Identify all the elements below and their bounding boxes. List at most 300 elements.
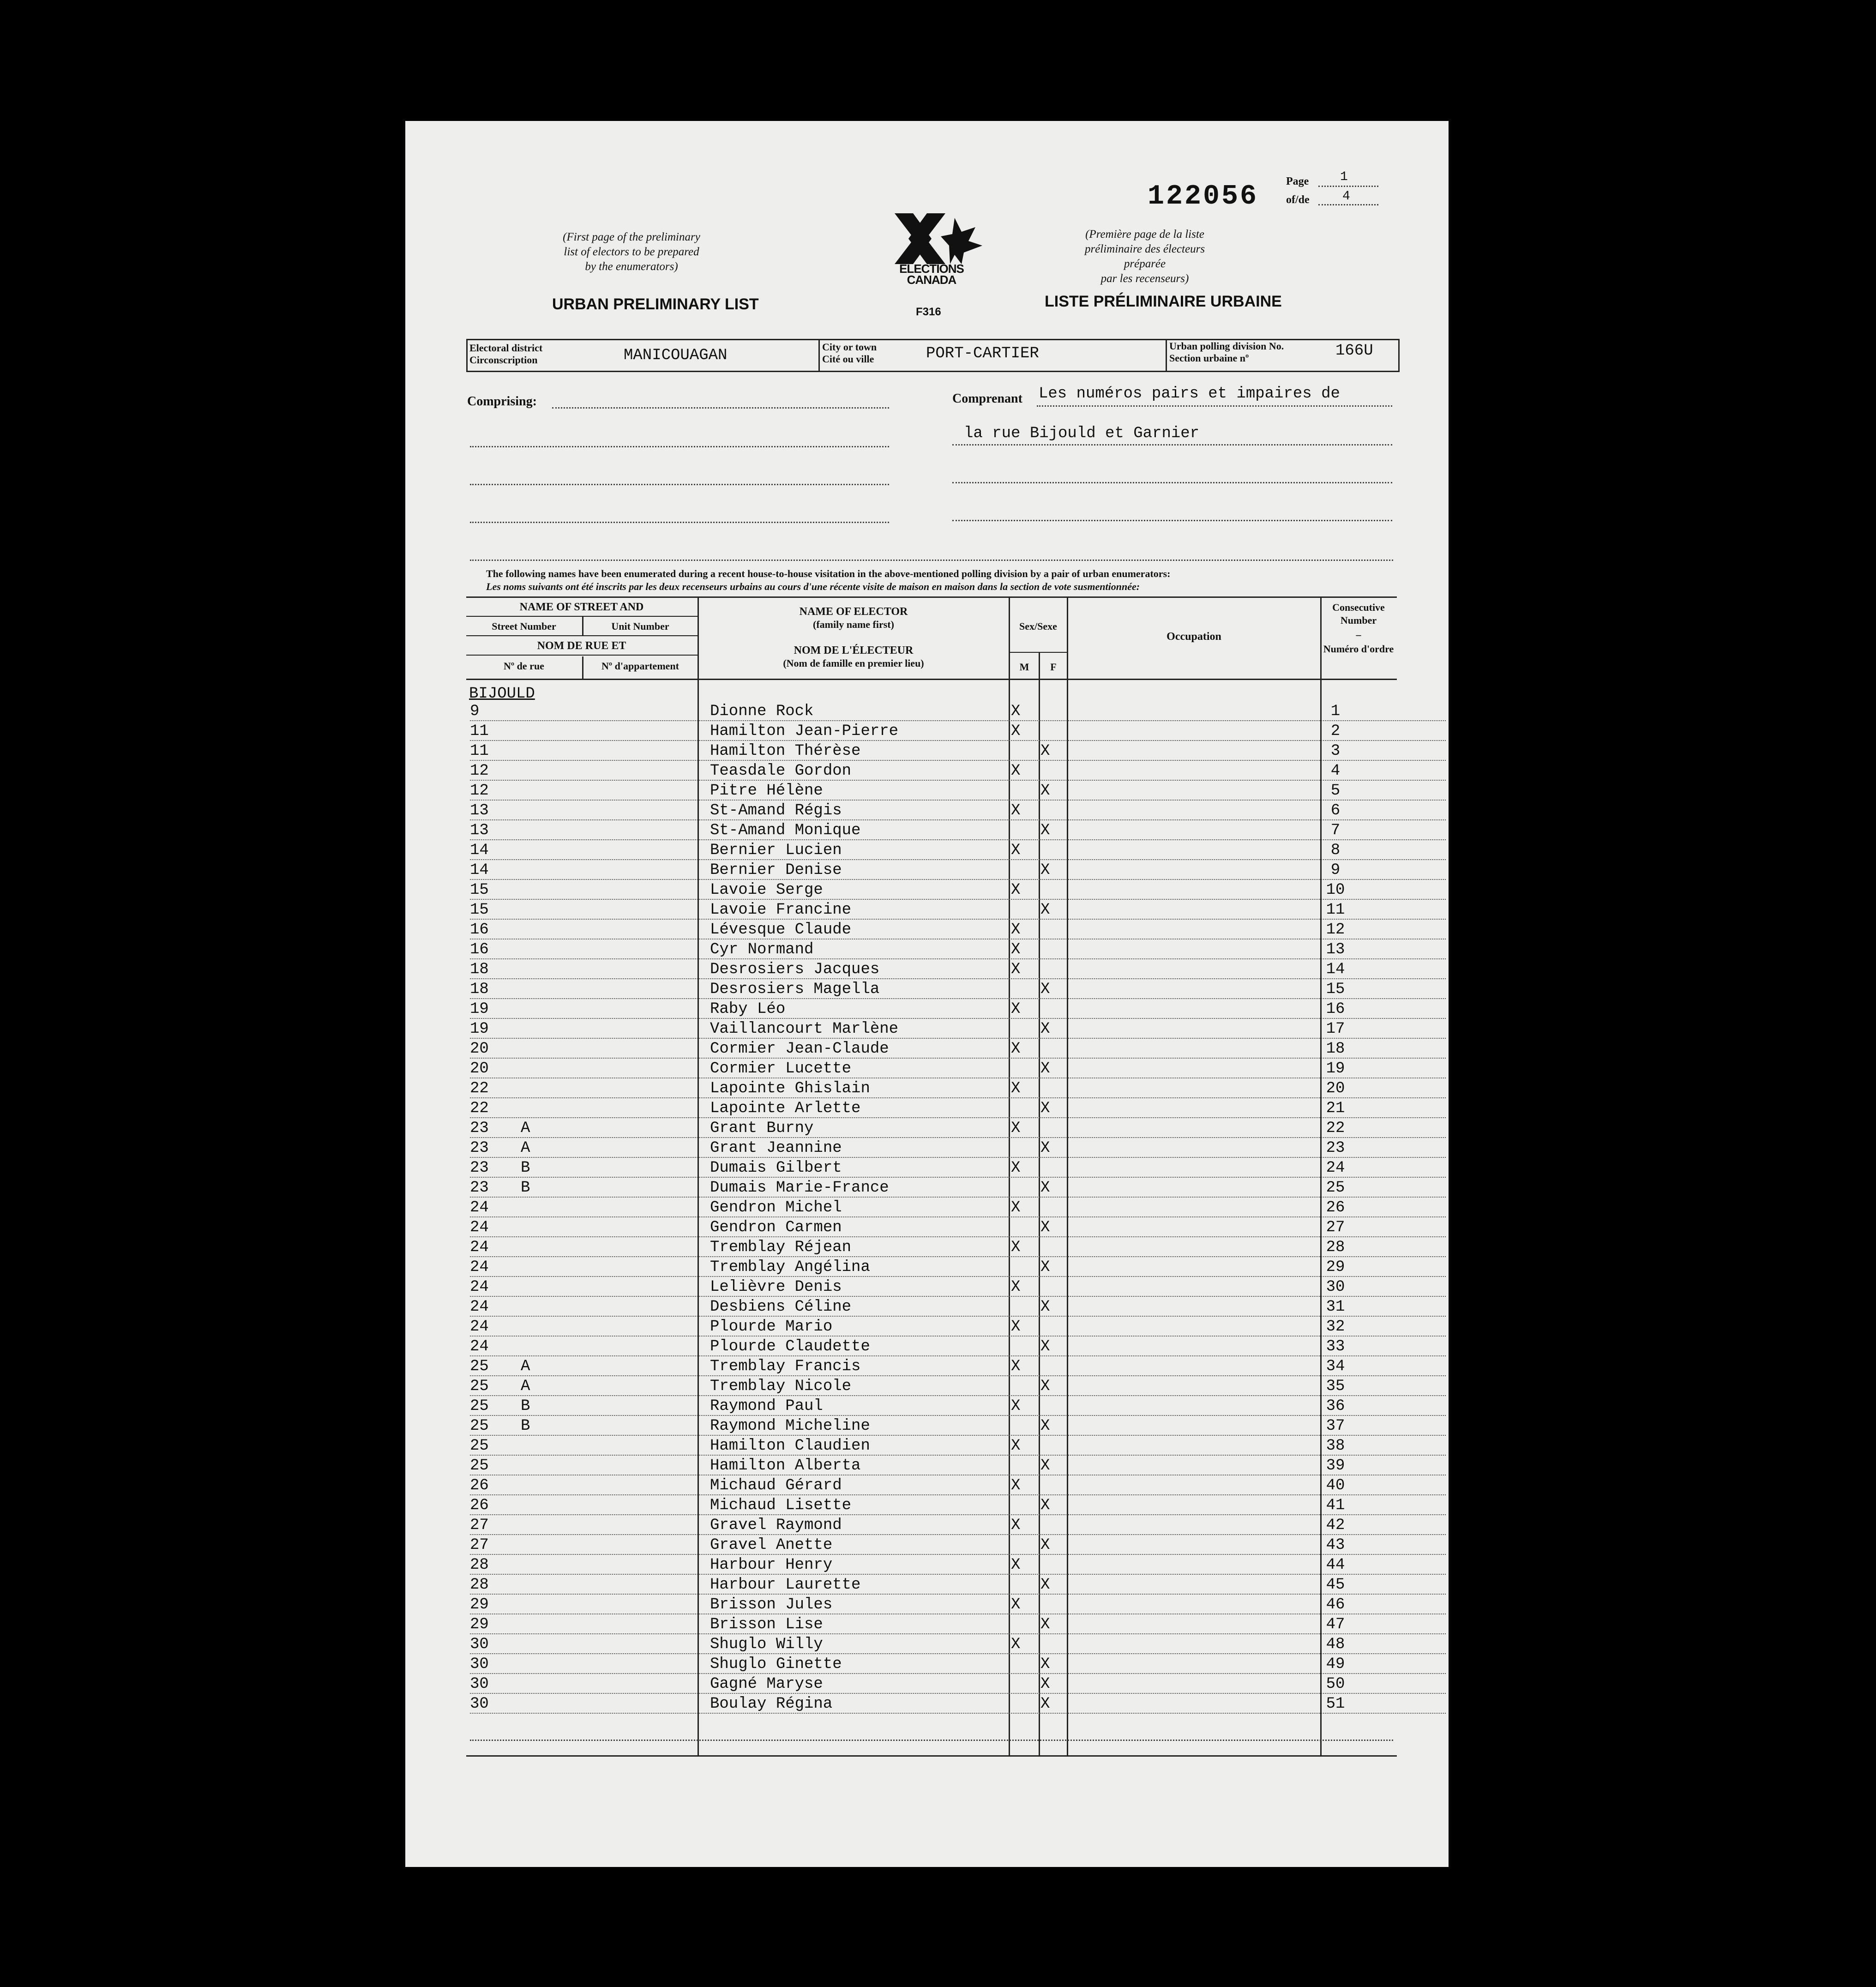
- street-number: 11: [470, 742, 489, 760]
- sex-f-mark: X: [1040, 782, 1050, 800]
- street-number: 30: [470, 1636, 489, 1653]
- street-number: 28: [470, 1556, 489, 1574]
- sex-f-mark: X: [1040, 1616, 1050, 1633]
- comprising-line1: Les numéros pairs et impaires de: [1039, 385, 1340, 403]
- table-row: [405, 1059, 1449, 1079]
- table-row: [405, 1258, 1449, 1277]
- hdr-consec-fr: Numéro d'ordre: [1323, 643, 1394, 655]
- street-number: 15: [470, 901, 489, 919]
- table-row: [405, 801, 1449, 821]
- street-number: 26: [470, 1477, 489, 1494]
- sex-m-mark: X: [1011, 1517, 1021, 1534]
- sex-m-mark: X: [1011, 1358, 1021, 1375]
- street-number: 29: [470, 1616, 489, 1633]
- sex-f-mark: X: [1040, 1417, 1050, 1435]
- table-row: [405, 1317, 1449, 1337]
- hdr-m: M: [1019, 661, 1029, 673]
- table-row: [405, 1377, 1449, 1397]
- sex-f-mark: X: [1040, 1020, 1050, 1038]
- table-row: [405, 1297, 1449, 1317]
- elector-name: Dionne Rock: [710, 703, 814, 720]
- sex-f-mark: X: [1040, 1258, 1050, 1276]
- consecutive-number: 6: [1330, 802, 1341, 819]
- street-number: 27: [470, 1536, 489, 1554]
- elector-name: Boulay Régina: [710, 1695, 833, 1713]
- consecutive-number: 35: [1326, 1378, 1345, 1395]
- street-number: 24: [470, 1199, 489, 1216]
- table-row: [405, 1039, 1449, 1059]
- sex-m-mark: X: [1011, 881, 1021, 899]
- elector-name: Hamilton Claudien: [710, 1437, 870, 1455]
- street-number: 16: [470, 921, 489, 939]
- elections-canada-logo: [885, 213, 987, 292]
- table-row: [405, 1000, 1449, 1019]
- table-row: [405, 1138, 1449, 1158]
- sex-m-mark: X: [1011, 1040, 1021, 1058]
- hdr-no-rue: Nº de rue: [504, 660, 544, 672]
- table-row: [405, 761, 1449, 781]
- street-number: 13: [470, 822, 489, 839]
- street-name: BIJOULD: [469, 685, 535, 703]
- consecutive-number: 41: [1326, 1497, 1345, 1514]
- consecutive-number: 7: [1330, 822, 1341, 839]
- street-number: 25: [470, 1417, 489, 1435]
- intro-fr: Les noms suivants ont été inscrits par les deux recenseurs urbains au cours d'une récente visite de maison en maison dans la section de vote susmentionnée:: [486, 581, 1140, 592]
- table-row: [405, 1615, 1449, 1635]
- info-box: [466, 339, 1400, 372]
- street-number: 9: [470, 703, 480, 720]
- consecutive-number: 47: [1326, 1616, 1345, 1633]
- consecutive-number: 48: [1326, 1636, 1345, 1653]
- table-row: [405, 861, 1449, 880]
- table-row: [405, 940, 1449, 960]
- table-row: [405, 880, 1449, 900]
- consecutive-number: 11: [1326, 901, 1345, 919]
- table-row: [405, 1535, 1449, 1555]
- street-number: 22: [470, 1100, 489, 1117]
- elector-name: Hamilton Thérèse: [710, 742, 861, 760]
- elector-name: Dumais Marie-France: [710, 1179, 889, 1197]
- sex-f-mark: X: [1040, 1675, 1050, 1693]
- comprising-line2: la rue Bijould et Garnier: [964, 425, 1200, 442]
- hdr-street-number: Street Number: [492, 620, 556, 632]
- table-row: [405, 1456, 1449, 1476]
- sex-f-mark: X: [1040, 1497, 1050, 1514]
- table-row: [405, 781, 1449, 801]
- logo-elections: ELECTIONS: [899, 262, 964, 276]
- sex-m-mark: X: [1011, 1278, 1021, 1296]
- city-label-en: City or town: [822, 341, 877, 353]
- elector-name: Desbiens Céline: [710, 1298, 852, 1316]
- district-value: MANICOUAGAN: [624, 347, 728, 364]
- table-row: [405, 1575, 1449, 1595]
- intro-en: The following names have been enumerated during a recent house-to-house visitation in the above-mentioned polling division by a pair of urban enumerators:: [486, 568, 1171, 579]
- sex-f-mark: X: [1040, 1378, 1050, 1395]
- consecutive-number: 17: [1326, 1020, 1345, 1038]
- street-number: 26: [470, 1497, 489, 1514]
- elector-name: Bernier Lucien: [710, 842, 842, 859]
- sex-m-mark: X: [1011, 762, 1021, 780]
- consecutive-number: 34: [1326, 1358, 1345, 1375]
- sex-f-mark: X: [1040, 981, 1050, 998]
- consecutive-number: 28: [1326, 1239, 1345, 1256]
- consecutive-number: 12: [1326, 921, 1345, 939]
- elector-name: Michaud Lisette: [710, 1497, 852, 1514]
- elector-name: Pitre Hélène: [710, 782, 823, 800]
- elector-name: Gravel Raymond: [710, 1517, 842, 1534]
- sex-m-mark: X: [1011, 1477, 1021, 1494]
- division-label-fr: Section urbaine nº: [1169, 352, 1249, 364]
- elector-name: Bernier Denise: [710, 861, 842, 879]
- street-number: 28: [470, 1576, 489, 1594]
- table-row: [405, 702, 1449, 722]
- page-label: Page: [1286, 175, 1309, 187]
- consecutive-number: 13: [1326, 941, 1345, 958]
- page-value: 1: [1340, 170, 1348, 184]
- x-maple-leaf-icon: [885, 213, 987, 269]
- sex-f-mark: X: [1040, 901, 1050, 919]
- consecutive-number: 27: [1326, 1219, 1345, 1236]
- city-label-fr: Cité ou ville: [822, 353, 874, 365]
- note-fr: (Première page de la liste préliminaire des électeurs préparée par les recenseurs): [1084, 228, 1205, 285]
- elector-name: Brisson Lise: [710, 1616, 823, 1633]
- sex-m-mark: X: [1011, 703, 1021, 720]
- street-number: 22: [470, 1080, 489, 1097]
- sex-f-mark: X: [1040, 1060, 1050, 1078]
- district-label-en: Electoral district: [469, 342, 543, 354]
- elector-name: Harbour Henry: [710, 1556, 833, 1574]
- unit-number: B: [521, 1159, 530, 1177]
- sex-m-mark: X: [1011, 1239, 1021, 1256]
- consecutive-number: 43: [1326, 1536, 1345, 1554]
- unit-number: A: [521, 1139, 530, 1157]
- elector-name: Hamilton Jean-Pierre: [710, 723, 899, 740]
- table-row: [405, 821, 1449, 841]
- table-row: [405, 1436, 1449, 1456]
- consecutive-number: 3: [1330, 742, 1341, 760]
- unit-number: A: [521, 1358, 530, 1375]
- consecutive-number: 8: [1330, 842, 1341, 859]
- consecutive-number: 45: [1326, 1576, 1345, 1594]
- street-number: 29: [470, 1596, 489, 1614]
- title-en: URBAN PRELIMINARY LIST: [552, 295, 759, 313]
- elector-name: Tremblay Angélina: [710, 1258, 870, 1276]
- table-row: [405, 1218, 1449, 1238]
- table-row: [405, 1238, 1449, 1258]
- elector-name: Plourde Mario: [710, 1318, 833, 1336]
- of-value: 4: [1342, 189, 1350, 204]
- table-row: [405, 1019, 1449, 1039]
- logo-canada: CANADA: [907, 273, 956, 287]
- street-number: 24: [470, 1338, 489, 1355]
- table-row: [405, 1595, 1449, 1615]
- unit-number: B: [521, 1417, 530, 1435]
- sex-m-mark: X: [1011, 1556, 1021, 1574]
- sex-f-mark: X: [1040, 1100, 1050, 1117]
- table-row: [405, 1158, 1449, 1178]
- consecutive-number: 37: [1326, 1417, 1345, 1435]
- table-row: [405, 1079, 1449, 1099]
- consecutive-number: 14: [1326, 961, 1345, 978]
- table-row: [405, 1516, 1449, 1535]
- elector-name: Tremblay Nicole: [710, 1378, 852, 1395]
- elector-name: Tremblay Réjean: [710, 1239, 852, 1256]
- sex-f-mark: X: [1040, 1576, 1050, 1594]
- elector-name: Lavoie Serge: [710, 881, 823, 899]
- street-number: 19: [470, 1000, 489, 1018]
- hdr-street-en: NAME OF STREET AND: [519, 601, 644, 613]
- street-number: 30: [470, 1675, 489, 1693]
- street-number: 25: [470, 1397, 489, 1415]
- elector-name: Brisson Jules: [710, 1596, 833, 1614]
- sex-m-mark: X: [1011, 1199, 1021, 1216]
- elector-name: Grant Jeannine: [710, 1139, 842, 1157]
- sex-f-mark: X: [1040, 1656, 1050, 1673]
- table-row: [405, 1416, 1449, 1436]
- street-number: 24: [470, 1219, 489, 1236]
- table-row: [405, 1694, 1449, 1714]
- hdr-no-apt: Nº d'appartement: [601, 660, 679, 672]
- sex-f-mark: X: [1040, 1338, 1050, 1355]
- elector-name: Plourde Claudette: [710, 1338, 870, 1355]
- form-code: F316: [916, 306, 941, 318]
- sex-m-mark: X: [1011, 1636, 1021, 1653]
- sex-m-mark: X: [1011, 723, 1021, 740]
- comprising-label-fr: Comprenant: [952, 391, 1022, 406]
- unit-number: A: [521, 1120, 530, 1137]
- elector-name: Harbour Laurette: [710, 1576, 861, 1594]
- unit-number: A: [521, 1378, 530, 1395]
- hdr-f: F: [1050, 661, 1057, 673]
- consecutive-number: 16: [1326, 1000, 1345, 1018]
- division-value: 166U: [1335, 342, 1373, 360]
- elector-name: Lavoie Francine: [710, 901, 852, 919]
- elector-name: Gravel Anette: [710, 1536, 833, 1554]
- elector-name: Cormier Lucette: [710, 1060, 852, 1078]
- sex-f-mark: X: [1040, 1298, 1050, 1316]
- elector-name: Tremblay Francis: [710, 1358, 861, 1375]
- comprising-label-en: Comprising:: [467, 394, 537, 409]
- consecutive-number: 46: [1326, 1596, 1345, 1614]
- street-number: 25: [470, 1437, 489, 1455]
- sex-f-mark: X: [1040, 1457, 1050, 1475]
- table-row: [405, 1655, 1449, 1674]
- elector-name: Gendron Carmen: [710, 1219, 842, 1236]
- street-number: 18: [470, 961, 489, 978]
- consecutive-number: 10: [1326, 881, 1345, 899]
- elector-name: Desrosiers Jacques: [710, 961, 880, 978]
- elector-name: Dumais Gilbert: [710, 1159, 842, 1177]
- street-number: 23: [470, 1179, 489, 1197]
- consecutive-number: 21: [1326, 1100, 1345, 1117]
- note-en: (First page of the preliminary list of electors to be prepared by the enumerators): [563, 231, 700, 273]
- elector-name: Lévesque Claude: [710, 921, 852, 939]
- consecutive-number: 2: [1330, 723, 1341, 740]
- street-number: 24: [470, 1278, 489, 1296]
- sex-f-mark: X: [1040, 1536, 1050, 1554]
- elector-name: Vaillancourt Marlène: [710, 1020, 899, 1038]
- hdr-elector-fr-sub: (Nom de famille en premier lieu): [783, 657, 924, 669]
- consecutive-number: 19: [1326, 1060, 1345, 1078]
- city-value: PORT-CARTIER: [926, 345, 1039, 362]
- street-number: 16: [470, 941, 489, 958]
- hdr-consec-en: Consecutive Number: [1332, 602, 1385, 626]
- consecutive-number: 50: [1326, 1675, 1345, 1693]
- hdr-occupation: Occupation: [1166, 631, 1221, 643]
- consecutive-number: 40: [1326, 1477, 1345, 1494]
- table-row: [405, 1277, 1449, 1297]
- elector-name: Lelièvre Denis: [710, 1278, 842, 1296]
- street-number: 24: [470, 1239, 489, 1256]
- table-row: [405, 722, 1449, 741]
- sex-m-mark: X: [1011, 1596, 1021, 1614]
- consecutive-number: 29: [1326, 1258, 1345, 1276]
- street-number: 23: [470, 1120, 489, 1137]
- consecutive-number: 4: [1330, 762, 1341, 780]
- form-page: [405, 121, 1449, 1867]
- elector-name: Cyr Normand: [710, 941, 814, 958]
- consecutive-number: 36: [1326, 1397, 1345, 1415]
- consecutive-number: 38: [1326, 1437, 1345, 1455]
- street-number: 23: [470, 1159, 489, 1177]
- table-row: [405, 1397, 1449, 1416]
- elector-name: Grant Burny: [710, 1120, 814, 1137]
- street-number: 11: [470, 723, 489, 740]
- sex-m-mark: X: [1011, 941, 1021, 958]
- consecutive-number: 33: [1326, 1338, 1345, 1355]
- table-row: [405, 1337, 1449, 1357]
- consecutive-number: 49: [1326, 1656, 1345, 1673]
- table-row: [405, 900, 1449, 920]
- consecutive-number: 44: [1326, 1556, 1345, 1574]
- street-number: 15: [470, 881, 489, 899]
- table-row: [405, 1496, 1449, 1516]
- sex-m-mark: X: [1011, 1318, 1021, 1336]
- elector-name: Lapointe Ghislain: [710, 1080, 870, 1097]
- consecutive-number: 30: [1326, 1278, 1345, 1296]
- hdr-dash: –: [1356, 629, 1361, 640]
- sex-f-mark: X: [1040, 1139, 1050, 1157]
- elector-name: Michaud Gérard: [710, 1477, 842, 1494]
- consecutive-number: 42: [1326, 1517, 1345, 1534]
- street-number: 25: [470, 1358, 489, 1375]
- consecutive-number: 32: [1326, 1318, 1345, 1336]
- street-number: 20: [470, 1060, 489, 1078]
- hdr-sex: Sex/Sexe: [1019, 620, 1057, 632]
- hdr-elector-en-sub: (family name first): [813, 619, 894, 630]
- unit-number: B: [521, 1179, 530, 1197]
- table-row: [405, 1198, 1449, 1218]
- sex-f-mark: X: [1040, 861, 1050, 879]
- table-row: [405, 980, 1449, 1000]
- sex-f-mark: X: [1040, 742, 1050, 760]
- street-number: 12: [470, 762, 489, 780]
- table-row: [405, 920, 1449, 940]
- street-number: 24: [470, 1298, 489, 1316]
- sex-f-mark: X: [1040, 1219, 1050, 1236]
- street-number: 12: [470, 782, 489, 800]
- consecutive-number: 23: [1326, 1139, 1345, 1157]
- consecutive-number: 1: [1330, 703, 1341, 720]
- elector-name: Desrosiers Magella: [710, 981, 880, 998]
- street-number: 25: [470, 1457, 489, 1475]
- elector-name: Raymond Paul: [710, 1397, 823, 1415]
- consecutive-number: 9: [1330, 861, 1341, 879]
- consecutive-number: 5: [1330, 782, 1341, 800]
- district-label-fr: Circonscription: [469, 354, 538, 366]
- street-number: 30: [470, 1695, 489, 1713]
- table-row: [405, 1635, 1449, 1655]
- elector-name: Shuglo Willy: [710, 1636, 823, 1653]
- sex-m-mark: X: [1011, 961, 1021, 978]
- consecutive-number: 18: [1326, 1040, 1345, 1058]
- sex-f-mark: X: [1040, 822, 1050, 839]
- street-number: 13: [470, 802, 489, 819]
- consecutive-number: 22: [1326, 1120, 1345, 1137]
- elector-name: Cormier Jean-Claude: [710, 1040, 889, 1058]
- sex-m-mark: X: [1011, 842, 1021, 859]
- of-label: of/de: [1286, 194, 1310, 206]
- hdr-street-fr: NOM DE RUE ET: [537, 640, 626, 652]
- division-label-en: Urban polling division No.: [1169, 340, 1284, 352]
- form-number: 122056: [1148, 181, 1259, 212]
- consecutive-number: 51: [1326, 1695, 1345, 1713]
- elector-name: Hamilton Alberta: [710, 1457, 861, 1475]
- consecutive-number: 39: [1326, 1457, 1345, 1475]
- table-row: [405, 1476, 1449, 1496]
- sex-m-mark: X: [1011, 1120, 1021, 1137]
- elector-name: Lapointe Arlette: [710, 1100, 861, 1117]
- elector-name: Shuglo Ginette: [710, 1656, 842, 1673]
- table-row: [405, 1178, 1449, 1198]
- sex-m-mark: X: [1011, 1159, 1021, 1177]
- table-row: [405, 1119, 1449, 1138]
- sex-m-mark: X: [1011, 802, 1021, 819]
- elector-name: Raby Léo: [710, 1000, 786, 1018]
- table-row: [405, 1674, 1449, 1694]
- sex-m-mark: X: [1011, 921, 1021, 939]
- street-number: 25: [470, 1378, 489, 1395]
- elector-name: Teasdale Gordon: [710, 762, 852, 780]
- street-number: 20: [470, 1040, 489, 1058]
- consecutive-number: 24: [1326, 1159, 1345, 1177]
- table-row: [405, 1555, 1449, 1575]
- table-row: [405, 960, 1449, 980]
- hdr-unit-number: Unit Number: [611, 620, 669, 632]
- consecutive-number: 20: [1326, 1080, 1345, 1097]
- street-number: 24: [470, 1318, 489, 1336]
- street-number: 18: [470, 981, 489, 998]
- elector-name: Gagné Maryse: [710, 1675, 823, 1693]
- elector-name: St-Amand Monique: [710, 822, 861, 839]
- street-number: 24: [470, 1258, 489, 1276]
- street-number: 14: [470, 842, 489, 859]
- title-fr: LISTE PRÉLIMINAIRE URBAINE: [1045, 293, 1282, 310]
- sex-m-mark: X: [1011, 1437, 1021, 1455]
- hdr-elector-en: NAME OF ELECTOR: [799, 606, 908, 618]
- street-number: 30: [470, 1656, 489, 1673]
- elector-name: St-Amand Régis: [710, 802, 842, 819]
- table-row: [405, 741, 1449, 761]
- consecutive-number: 25: [1326, 1179, 1345, 1197]
- street-number: 23: [470, 1139, 489, 1157]
- elector-name: Gendron Michel: [710, 1199, 842, 1216]
- table-row: [405, 1357, 1449, 1377]
- sex-f-mark: X: [1040, 1179, 1050, 1197]
- hdr-elector-fr: NOM DE L'ÉLECTEUR: [794, 644, 914, 656]
- elector-name: Raymond Micheline: [710, 1417, 870, 1435]
- table-row: [405, 841, 1449, 861]
